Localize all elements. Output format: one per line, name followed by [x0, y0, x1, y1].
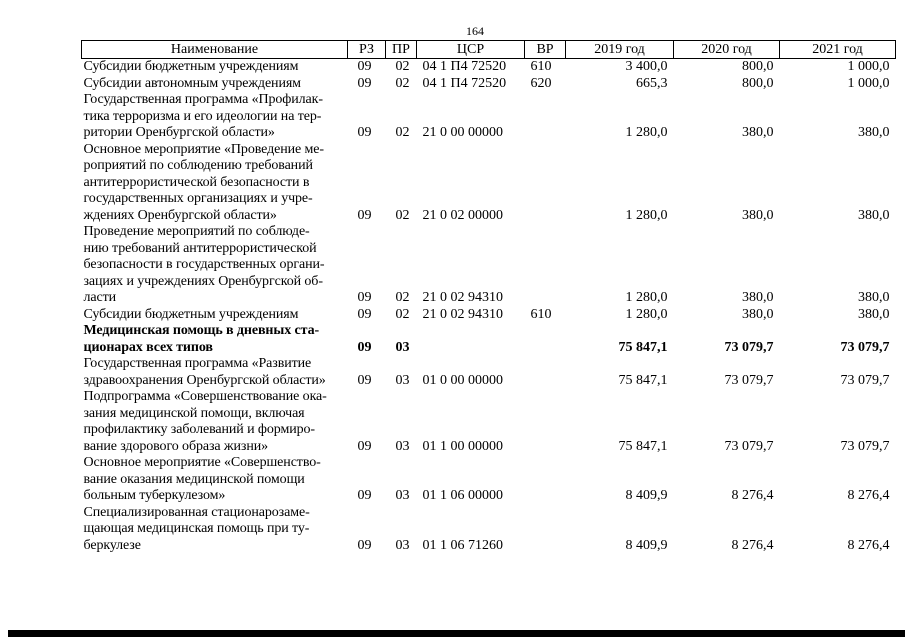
row-2021: 73 079,7 [840, 372, 890, 388]
row-csr: 01 0 00 00000 [422, 372, 503, 388]
row-rz: 09 [357, 537, 372, 553]
row-2019: 665,3 [636, 75, 668, 91]
table-row [82, 307, 896, 324]
row-name: Государственная программа «Развитие здравоохранения Оренбургской области» [83, 356, 326, 388]
row-vr [525, 142, 566, 225]
row-vr: 620 [530, 75, 552, 91]
row-name: Медицинская помощь в дневных ста- ционарах всех типов [83, 323, 320, 355]
row-pr: 03 [395, 339, 410, 355]
table-row [82, 59, 896, 76]
row-2019: 75 847,1 [618, 438, 668, 454]
row-name: Основное мероприятие «Совершенство- вание оказания медицинской помощи больным туберкулезом» [83, 455, 321, 503]
row-2021: 380,0 [858, 125, 890, 140]
header-2020: 2020 год [674, 41, 780, 59]
row-2021: 73 079,7 [840, 438, 890, 454]
row-name: Субсидии бюджетным учреждениям [83, 306, 299, 322]
row-rz: 09 [357, 372, 372, 388]
row-vr [525, 323, 566, 356]
row-name: Подпрограмма «Совершенствование ока- зания медицинской помощи, включая профилактику заболеваний и формиро- вание здорового образа жизни» [83, 389, 327, 454]
row-pr: 02 [395, 306, 410, 322]
table-row [82, 389, 896, 455]
row-vr [525, 224, 566, 307]
row-rz: 09 [357, 75, 372, 91]
row-2020: 8 276,4 [731, 537, 774, 553]
row-2021: 73 079,7 [840, 339, 890, 355]
row-2021: 1 000,0 [847, 59, 890, 74]
header-2021: 2021 год [780, 41, 896, 59]
row-pr: 02 [395, 75, 410, 91]
row-rz: 09 [357, 339, 372, 355]
row-pr: 02 [395, 207, 410, 223]
row-2019: 1 280,0 [625, 207, 668, 223]
row-csr: 01 1 00 00000 [422, 438, 503, 454]
row-csr [417, 323, 525, 356]
table-row [82, 455, 896, 505]
table-row [82, 92, 896, 142]
row-2020: 73 079,7 [724, 339, 774, 355]
row-vr [525, 455, 566, 505]
row-csr: 01 1 06 00000 [422, 488, 503, 503]
row-2021: 380,0 [858, 207, 890, 223]
row-rz: 09 [357, 125, 372, 140]
row-rz: 09 [357, 59, 372, 74]
row-pr: 02 [395, 290, 410, 305]
row-pr: 03 [395, 488, 410, 503]
header-csr: ЦСР [417, 41, 525, 59]
row-rz: 09 [357, 306, 372, 322]
header-row [82, 41, 896, 59]
row-name: Государственная программа «Профилак- тика терроризма и его идеологии на тер- ритории Оренбургской области» [83, 92, 323, 140]
row-pr: 02 [395, 59, 410, 74]
row-2021: 8 276,4 [847, 488, 890, 503]
row-rz: 09 [357, 488, 372, 503]
row-csr: 21 0 02 00000 [422, 207, 503, 223]
row-pr: 03 [395, 438, 410, 454]
row-csr: 21 0 02 94310 [422, 290, 503, 305]
header-pr: ПР [386, 41, 417, 59]
row-2020: 73 079,7 [724, 372, 774, 388]
row-2019: 75 847,1 [618, 339, 668, 355]
row-2021: 380,0 [858, 290, 890, 305]
header-name: Наименование [82, 41, 348, 59]
row-vr [525, 92, 566, 142]
bottom-border [8, 630, 905, 637]
row-vr [525, 389, 566, 455]
row-csr: 04 1 П4 72520 [422, 59, 507, 74]
row-csr: 21 0 00 00000 [422, 125, 503, 140]
row-2021: 8 276,4 [847, 537, 890, 553]
row-pr: 02 [395, 125, 410, 140]
row-vr: 610 [530, 59, 552, 74]
row-2021: 1 000,0 [847, 75, 890, 91]
row-2019: 1 280,0 [625, 290, 668, 305]
row-2020: 73 079,7 [724, 438, 774, 454]
table-row [82, 505, 896, 555]
page-number: 164 [466, 24, 484, 38]
table-row [82, 142, 896, 225]
row-2019: 8 409,9 [625, 488, 668, 503]
row-name: Субсидии бюджетным учреждениям [83, 59, 299, 74]
row-name: Субсидии автономным учреждениям [83, 75, 301, 91]
row-name: Специализированная стационарозаме- щающая медицинская помощь при ту- беркулезе [83, 504, 310, 553]
row-2020: 380,0 [742, 306, 774, 322]
row-2020: 8 276,4 [731, 488, 774, 503]
row-2020: 380,0 [742, 125, 774, 140]
row-2020: 800,0 [742, 75, 774, 91]
row-csr: 01 1 06 71260 [422, 537, 503, 553]
header-vr: ВР [525, 41, 566, 59]
row-vr: 610 [530, 306, 552, 322]
row-rz: 09 [357, 207, 372, 223]
table-row [82, 356, 896, 389]
row-2019: 1 280,0 [625, 125, 668, 140]
row-2019: 3 400,0 [625, 59, 668, 74]
table-row [82, 224, 896, 307]
row-vr [525, 356, 566, 389]
row-csr: 21 0 02 94310 [422, 306, 503, 322]
header-rz: РЗ [348, 41, 386, 59]
row-rz: 09 [357, 438, 372, 454]
row-name: Основное мероприятие «Проведение ме- роприятий по соблюдению требований антитеррористической безопасности в государственных организациях и учре- ждениях Оренбургской области» [83, 141, 324, 223]
header-2019: 2019 год [566, 41, 674, 59]
budget-table [81, 40, 896, 554]
row-pr: 03 [395, 372, 410, 388]
row-2020: 380,0 [742, 207, 774, 223]
row-2019: 1 280,0 [625, 306, 668, 322]
row-csr: 04 1 П4 72520 [422, 75, 507, 91]
row-rz: 09 [357, 290, 372, 305]
row-2019: 75 847,1 [618, 372, 668, 388]
row-vr [525, 505, 566, 555]
row-2020: 380,0 [742, 290, 774, 305]
row-2021: 380,0 [858, 306, 890, 322]
table-row [82, 76, 896, 93]
row-name: Проведение мероприятий по соблюде- нию требований антитеррористической безопасности в государственных органи- зациях и учреждениях Оренбургской об- ласти [83, 224, 325, 305]
row-2020: 800,0 [742, 59, 774, 74]
table-row [82, 323, 896, 356]
row-2019: 8 409,9 [625, 537, 668, 553]
row-pr: 03 [395, 537, 410, 553]
